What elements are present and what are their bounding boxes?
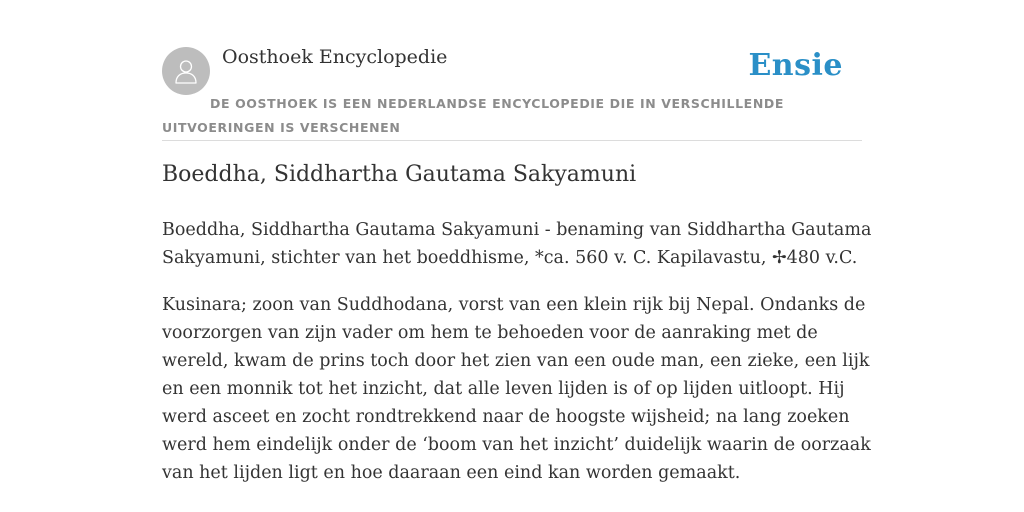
article-paragraph: Kusinara; zoon van Suddhodana, vorst van een klein rijk bij Nepal. Ondanks de voorzorgen van zijn vader om hem te behoeden voor de aanraking met de wereld, kwam de prins toch door het zien van een oude man, een zieke, een lijk en een monnik tot het inzicht, dat alle leven lijden is of op lijden uitloopt. Hij werd asceet en zocht rondtrekkend naar de hoogste wijsheid; na lang zoeken werd hem eindelijk onder de ‘boom van het inzicht’ duidelijk waarin de oorzaak van het lijden ligt en hoe daaraan een eind kan worden gemaakt. (162, 295, 871, 483)
article-paragraph: Boeddha, Siddhartha Gautama Sakyamuni - benaming van Siddhartha Gautama Sakyamuni, stichter van het boeddhisme, *ca. 560 v. C. Kapilavastu, ✢480 v.C. (162, 220, 872, 268)
source-tagline: DE OOSTHOEK IS EEN NEDERLANDSE ENCYCLOPEDIE DIE IN VERSCHILLENDE UITVOERINGEN IS VERSCHENEN (162, 96, 784, 135)
source-name[interactable]: Oosthoek Encyclopedie (222, 46, 448, 68)
source-header (162, 44, 862, 141)
person-outline-icon (171, 56, 201, 86)
article-title: Boeddha, Siddhartha Gautama Sakyamuni (162, 162, 637, 187)
user-avatar-icon[interactable] (162, 47, 210, 95)
ensie-logo[interactable]: Ensie (748, 48, 843, 83)
